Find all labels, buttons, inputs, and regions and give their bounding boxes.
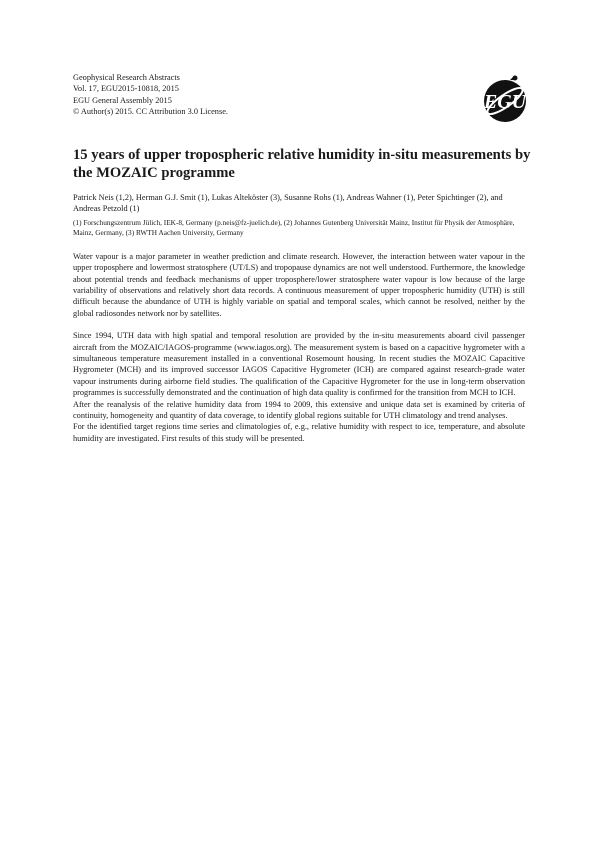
affiliations: (1) Forschungszentrum Jülich, IEK-8, Germany (p.neis@fz-juelich.de), (2) Johannes Gutenberg Universität Mainz, Institut für Physik der Atmosphäre, Mainz, Germany, (3) RWTH Aachen University, Germany	[73, 218, 515, 238]
journal-header	[73, 72, 228, 118]
paragraph: For the identified target regions time series and climatologies of, e.g., relative humidity with respect to ice, temperature, and absolute humidity are investigated. First results of this study will be presented.	[73, 422, 525, 443]
paragraph: Water vapour is a major parameter in weather prediction and climate research. However, the interaction between water vapour in the upper troposphere and lowermost stratosphere (UT/LS) and tropopause dynamics are not well understood. Furthermore, the knowledge about potential trends and feedback mechanisms of upper troposphere/lower stratosphere water vapour is low because of the large variability of observations and relatively short data records. A continuous measurement of upper tropospheric humidity (UTH) is still difficult because the abundance of UTH is highly variable on spatial and temporal scales, which cannot be resolved, neither by the global radiosondes network nor by satellites.	[73, 252, 525, 318]
conference-line: EGU General Assembly 2015	[73, 95, 172, 105]
page-title: 15 years of upper tropospheric relative humidity in-situ measurements by the MOZAIC programme	[73, 147, 531, 181]
abstract-body	[73, 251, 525, 444]
license-line: © Author(s) 2015. CC Attribution 3.0 License.	[73, 107, 228, 117]
svg-text:EGU: EGU	[483, 91, 527, 113]
paragraph: After the reanalysis of the relative humidity data from 1994 to 2009, this extensive and unique data set is examined by criteria of continuity, homogeneity and quantity of data coverage, to identify global regions suitable for UTH climatology and trend analyses.	[73, 399, 525, 420]
egu-logo	[480, 74, 530, 126]
authors: Patrick Neis (1,2), Herman G.J. Smit (1), Lukas Alteköster (3), Susanne Rohs (1), Andreas Wahner (1), Peter Spichtinger (2), and Andreas Petzold (1)	[73, 193, 503, 214]
paragraph: Since 1994, UTH data with high spatial and temporal resolution are provided by the in-situ measurements aboard civil passenger aircraft from the MOZAIC/IAGOS-programme (www.iagos.org). The measurement system is based on a capacitive hygrometer with a simultaneous temperature measurement installed in a conventional Rosemount housing. In recent studies the MOZAIC Capacitive Hygrometer (MCH) and its improved successor IAGOS Capacitive Hygrometer (ICH) are compared against research-grade water vapour instruments during airborne field studies. The qualification of the Capacitive Hygrometer for the use in long-term observation programmes is successfully demonstrated and the continuation of high data quality is confirmed for the transition from MCH to ICH.	[73, 331, 525, 398]
journal-name: Geophysical Research Abstracts	[73, 73, 180, 82]
egu-logo-icon	[480, 74, 530, 126]
volume-line: Vol. 17, EGU2015-10818, 2015	[73, 84, 179, 94]
